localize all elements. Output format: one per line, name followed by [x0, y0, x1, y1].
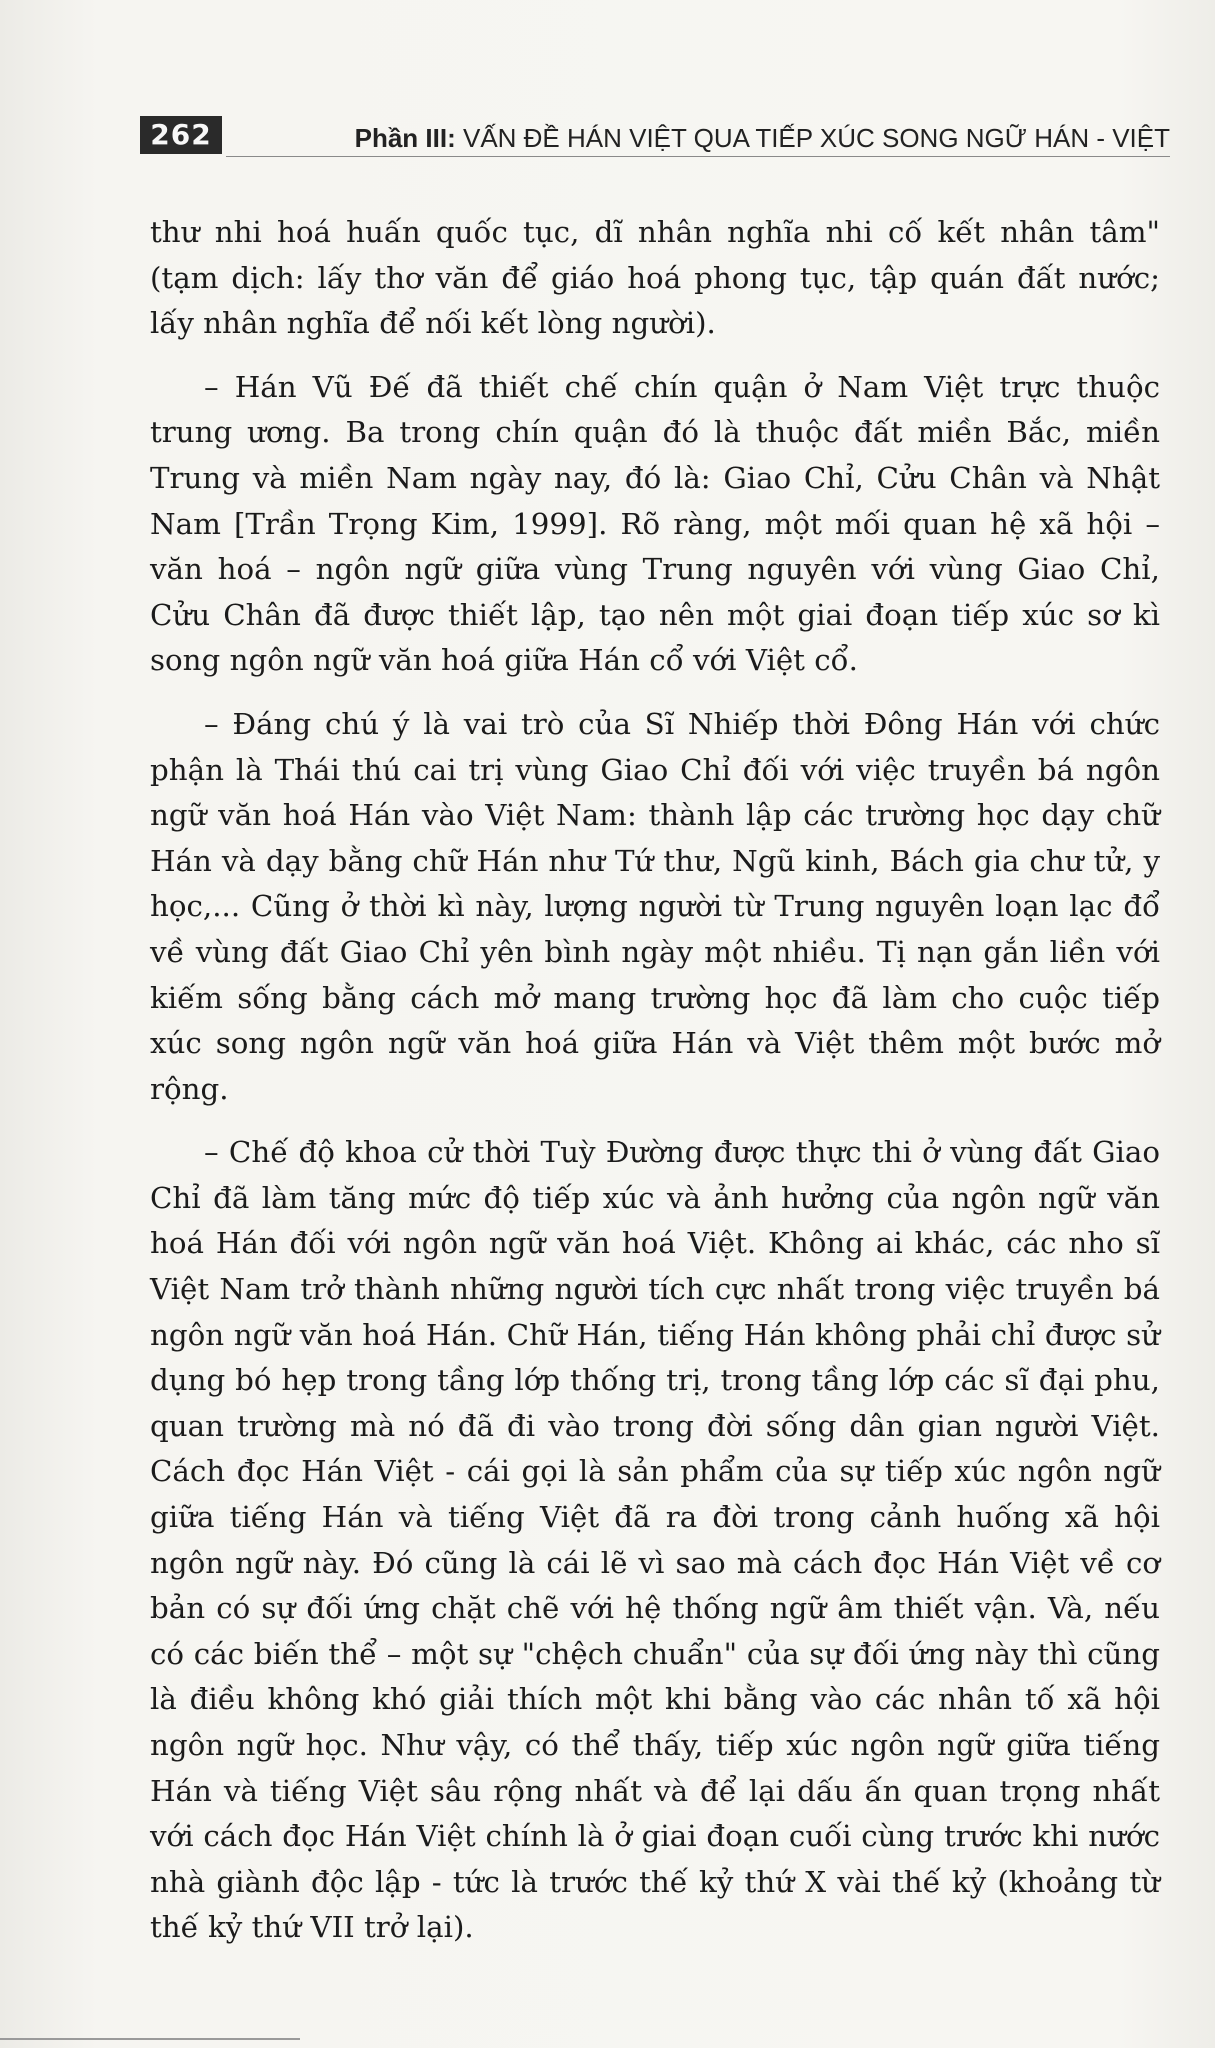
- bottom-edge-line: [0, 2038, 300, 2040]
- paragraph-si-nhiep: – Đáng chú ý là vai trò của Sĩ Nhiếp thời Đông Hán với chức phận là Thái thú cai trị vùng Giao Chỉ đối với việc truyền bá ngôn ngữ văn hoá Hán vào Việt Nam: thành lập các trường học dạy chữ Hán và dạy bằng chữ Hán như Tứ thư, Ngũ kinh, Bách gia chư tử, y học,... Cũng ở thời kì này, lượng người từ Trung nguyên loạn lạc đổ về vùng đất Giao Chỉ yên bình ngày một nhiều. Tị nạn gắn liền với kiếm sống bằng cách mở mang trường học đã làm cho cuộc tiếp xúc song ngôn ngữ văn hoá giữa Hán và Việt thêm một bước mở rộng.: [150, 706, 1160, 1106]
- page-number: 262: [140, 116, 222, 154]
- paragraph-continuation: thư nhi hoá huấn quốc tục, dĩ nhân nghĩa nhi cố kết nhân tâm" (tạm dịch: lấy thơ văn để giáo hoá phong tục, tập quán đất nước; lấy nhân nghĩa để nối kết lòng người).: [150, 215, 1160, 341]
- header-rule: [226, 156, 1170, 157]
- paragraph-han-vu-de: – Hán Vũ Đế đã thiết chế chín quận ở Nam Việt trực thuộc trung ương. Ba trong chín quận đó là thuộc đất miền Bắc, miền Trung và miền Nam ngày nay, đó là: Giao Chỉ, Cửu Chân và Nhật Nam [Trần Trọng Kim, 1999]. Rõ ràng, một mối quan hệ xã hội – văn hoá – ngôn ngữ giữa vùng Trung nguyên với vùng Giao Chỉ, Cửu Chân đã được thiết lập, tạo nên một giai đoạn tiếp xúc sơ kì song ngôn ngữ văn hoá giữa Hán cổ với Việt cổ.: [150, 369, 1160, 678]
- page-header: [140, 112, 1170, 160]
- body-text: [150, 210, 1160, 1969]
- paragraph-khoa-cu: – Chế độ khoa cử thời Tuỳ Đường được thực thi ở vùng đất Giao Chỉ đã làm tăng mức độ tiếp xúc và ảnh hưởng của ngôn ngữ văn hoá Hán đối với ngôn ngữ văn hoá Việt. Không ai khác, các nho sĩ Việt Nam trở thành những người tích cực nhất trong việc truyền bá ngôn ngữ văn hoá Hán. Chữ Hán, tiếng Hán không phải chỉ được sử dụng bó hẹp trong tầng lớp thống trị, trong tầng lớp các sĩ đại phu, quan trường mà nó đã đi vào trong đời sống dân gian người Việt. Cách đọc Hán Việt - cái gọi là sản phẩm của sự tiếp xúc ngôn ngữ giữa tiếng Hán và tiếng Việt đã ra đời trong cảnh huống xã hội ngôn ngữ này. Đó cũng là cái lẽ vì sao mà cách đọc Hán Việt về cơ bản có sự đối ứng chặt chẽ với hệ thống ngữ âm thiết vận. Và, nếu có các biến thể – một sự "chệch chuẩn" của sự đối ứng này thì cũng là điều không khó giải thích một khi bằng vào các nhân tố xã hội ngôn ngữ học. Như vậy, có thể thấy, tiếp xúc ngôn ngữ giữa tiếng Hán và tiếng Việt sâu rộng nhất và để lại dấu ấn quan trọng nhất với cách đọc Hán Việt chính là ở giai đoạn cuối cùng trước khi nước nhà giành độc lập - tức là trước thế kỷ thứ X vài thế kỷ (khoảng từ thế kỷ thứ VII trở lại).: [150, 1135, 1160, 1945]
- running-header-part: Phần III:: [354, 123, 456, 153]
- running-header: [355, 122, 1170, 154]
- running-header-title: VẤN ĐỀ HÁN VIỆT QUA TIẾP XÚC SONG NGỮ HÁN - VIỆT: [455, 123, 1170, 153]
